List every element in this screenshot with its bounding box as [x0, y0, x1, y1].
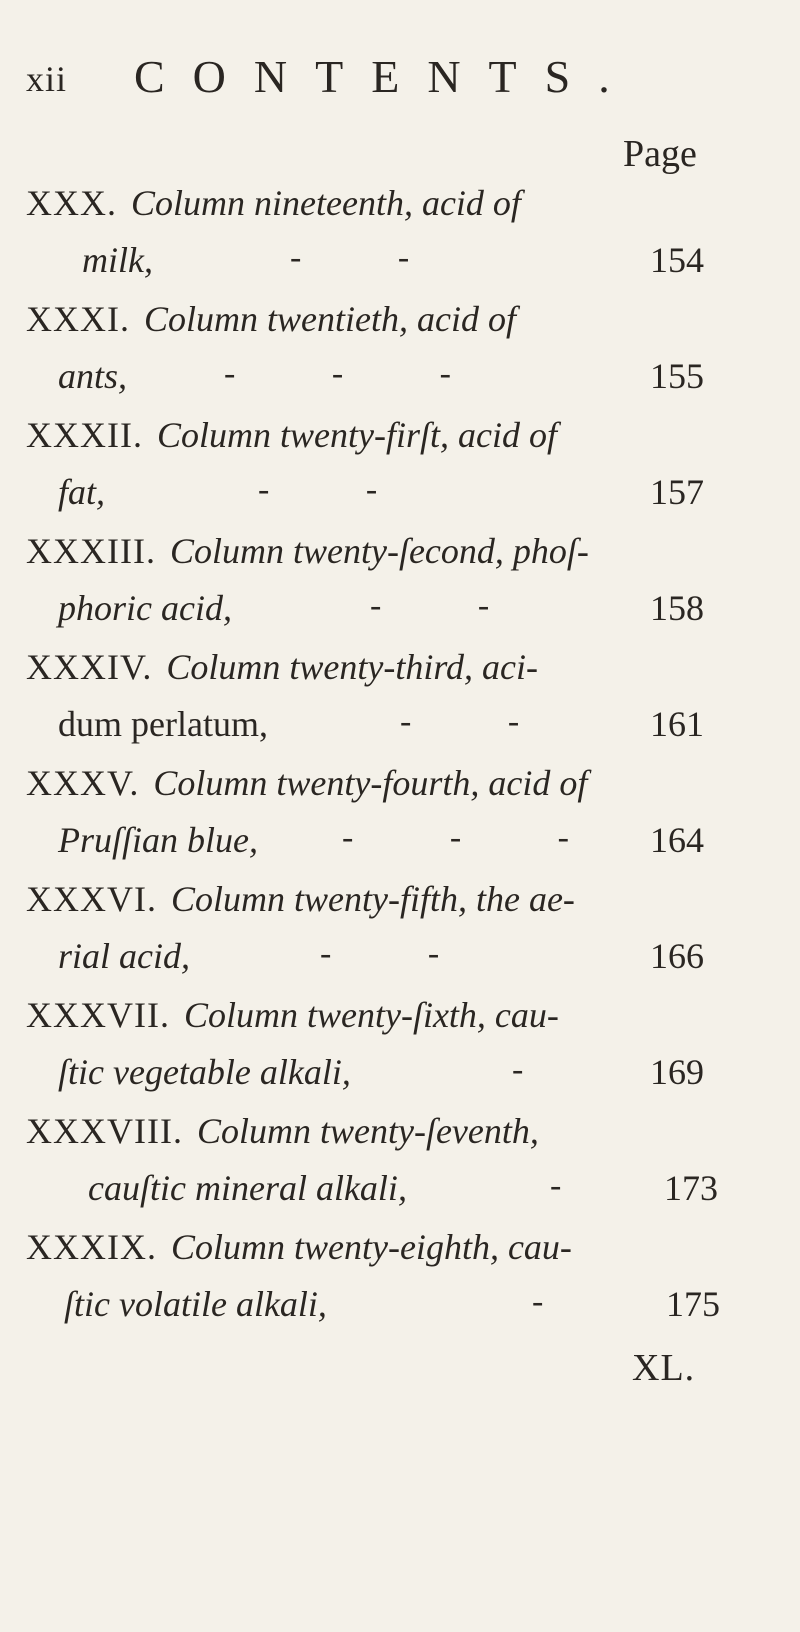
entry-title: Column twenty-ſeventh,: [196, 1111, 539, 1151]
contents-entry: [0, 1110, 800, 1226]
entry-number: XXXI.: [26, 299, 130, 339]
leader-dashes: - -: [258, 471, 422, 508]
leader-dashes: -: [550, 1167, 606, 1204]
entry-title-continued: rial acid,: [58, 936, 190, 976]
page-number: 157: [650, 472, 704, 512]
page-number: 175: [666, 1284, 720, 1324]
leader-dashes: -: [512, 1051, 568, 1088]
entry-title-continued: Pruſſian blue,: [58, 820, 258, 860]
entry-number: XXXIII.: [26, 531, 156, 571]
entry-title: Column twenty-eighth, cau-: [170, 1227, 572, 1267]
entry-title: Column twenty-fifth, the ae-: [170, 879, 575, 919]
running-title: CONTENTS.: [134, 51, 638, 102]
entry-title: Column nineteenth, acid of: [131, 183, 521, 223]
folio-number: xii: [26, 59, 68, 99]
contents-entry: [0, 994, 800, 1110]
entry-number: XXX.: [26, 183, 117, 223]
entry-number: XXXIX.: [26, 1227, 157, 1267]
entry-title-continued: ants,: [58, 356, 128, 396]
page-number: 155: [650, 356, 704, 396]
entry-title-continued: ſtic vegetable alkali,: [58, 1052, 351, 1092]
page-number: 154: [650, 240, 704, 280]
contents-entry: [0, 298, 800, 414]
contents-list: [0, 182, 800, 1342]
contents-entry: [0, 878, 800, 994]
page-header: [26, 50, 800, 110]
entry-title-continued: phoric acid,: [58, 588, 232, 628]
entry-title: Column twentieth, acid of: [143, 299, 516, 339]
contents-entry: [0, 1226, 800, 1342]
contents-entry: [0, 182, 800, 298]
page-column-label: Page: [623, 133, 697, 175]
contents-entry: [0, 414, 800, 530]
entry-title: Column twenty-ſecond, phoſ-: [169, 531, 589, 571]
contents-entry: [0, 762, 800, 878]
page-number: 161: [650, 704, 704, 744]
entry-number: XXXIV.: [26, 647, 153, 687]
page-number: 166: [650, 936, 704, 976]
leader-dashes: - -: [320, 935, 484, 972]
contents-entry: [0, 530, 800, 646]
entry-title: Column twenty-third, aci-: [166, 647, 538, 687]
leader-dashes: - -: [370, 587, 534, 624]
leader-dashes: - - -: [224, 355, 495, 392]
entry-title: Column twenty-firſt, acid of: [156, 415, 557, 455]
entry-number: XXXVII.: [26, 995, 170, 1035]
entry-number: XXXV.: [26, 763, 140, 803]
entry-number: XXXVI.: [26, 879, 157, 919]
catchword: XL.: [632, 1347, 696, 1389]
entry-title-continued: fat,: [58, 472, 106, 512]
leader-dashes: - -: [290, 239, 454, 276]
entry-number: XXXVIII.: [26, 1111, 183, 1151]
entry-title-continued: milk,: [82, 240, 153, 280]
entry-number: XXXII.: [26, 415, 143, 455]
page-number: 169: [650, 1052, 704, 1092]
entry-title-continued: ſtic volatile alkali,: [64, 1284, 327, 1324]
contents-entry: [0, 646, 800, 762]
entry-title: Column twenty-fourth, acid of: [153, 763, 588, 803]
page-number: 158: [650, 588, 704, 628]
page-number: 164: [650, 820, 704, 860]
leader-dashes: - - -: [342, 819, 613, 856]
page-number: 173: [664, 1168, 718, 1208]
leader-dashes: -: [532, 1283, 588, 1320]
entry-title-continued: dum perlatum,: [58, 704, 268, 744]
entry-title: Column twenty-ſixth, cau-: [183, 995, 559, 1035]
leader-dashes: - -: [400, 703, 564, 740]
entry-title-continued: cauſtic mineral alkali,: [88, 1168, 407, 1208]
